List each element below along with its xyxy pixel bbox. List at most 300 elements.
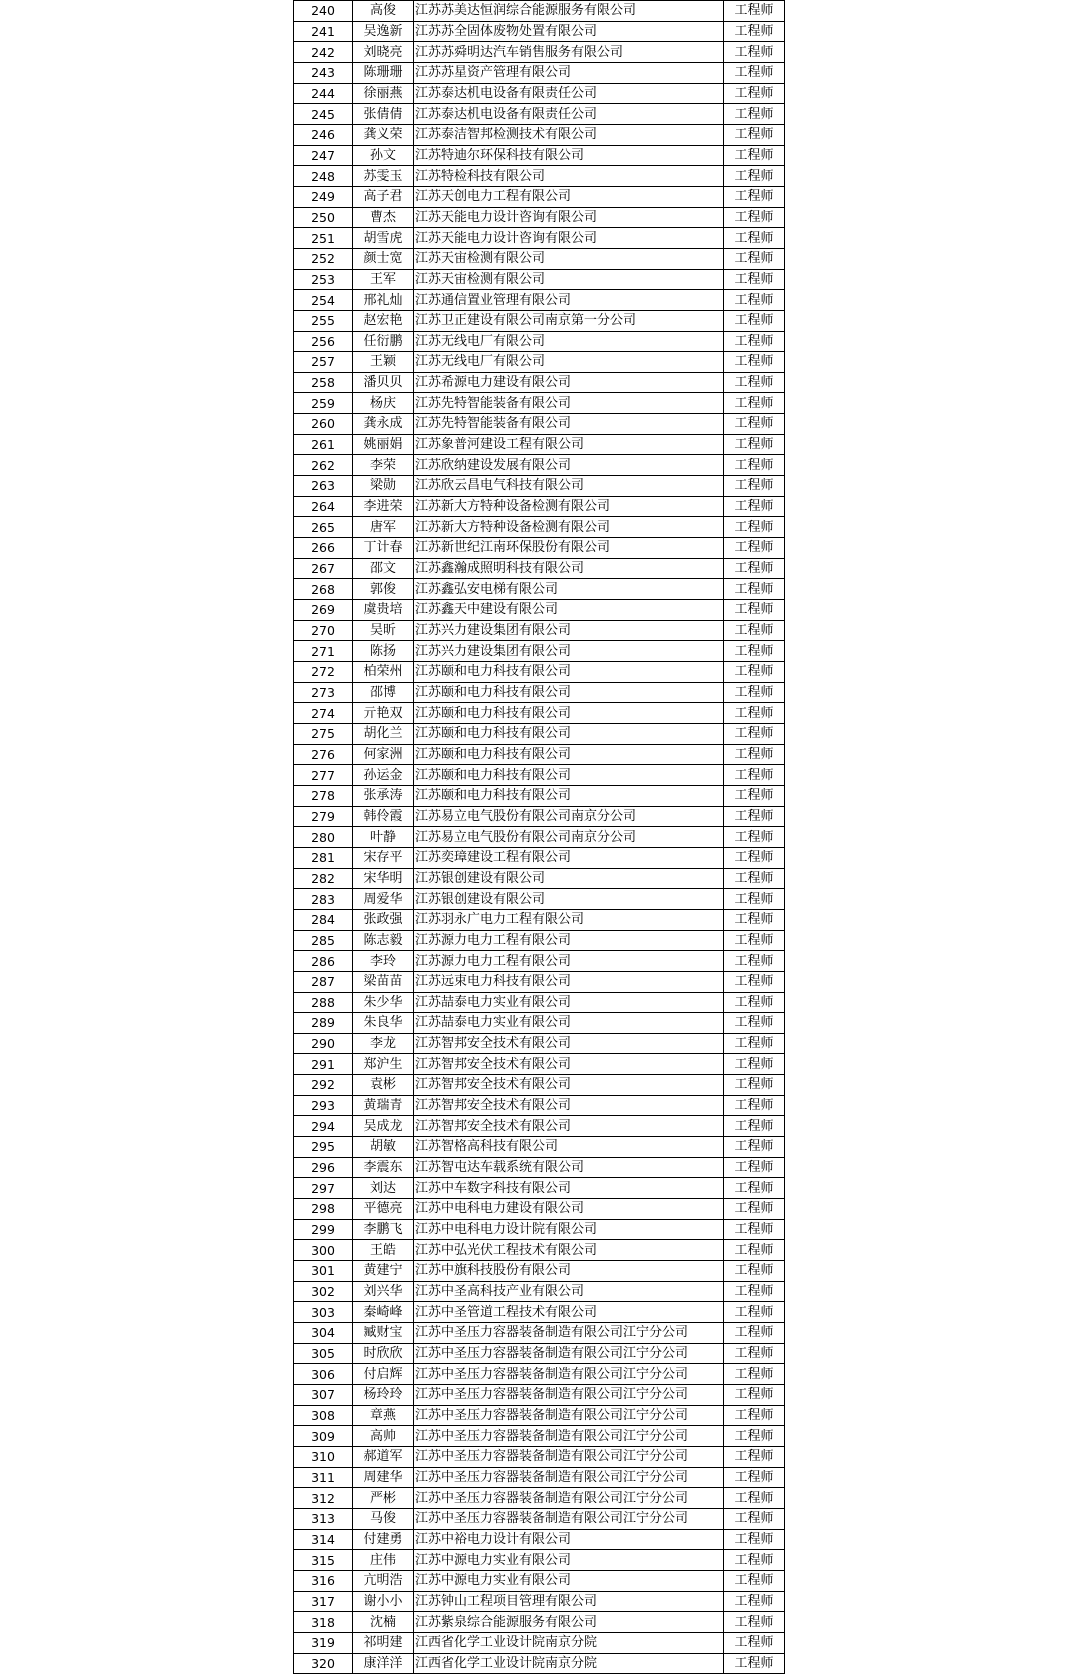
title-cell: 工程师 [724, 414, 785, 435]
row-number-cell: 312 [294, 1488, 353, 1509]
table-row [294, 1426, 785, 1447]
table-row [294, 930, 785, 951]
table-row [294, 1446, 785, 1467]
person-name-cell: 吴昕 [353, 620, 414, 641]
organization-cell: 江苏源力电力工程有限公司 [414, 930, 724, 951]
organization-cell: 江苏希源电力建设有限公司 [414, 372, 724, 393]
table-row [294, 785, 785, 806]
person-name-cell: 朱少华 [353, 992, 414, 1013]
table-row [294, 889, 785, 910]
row-number-cell: 272 [294, 662, 353, 683]
table-row [294, 558, 785, 579]
row-number-cell: 285 [294, 930, 353, 951]
title-cell: 工程师 [724, 1116, 785, 1137]
row-number-cell: 251 [294, 228, 353, 249]
table-row [294, 703, 785, 724]
title-cell: 工程师 [724, 992, 785, 1013]
organization-cell: 江苏泰达机电设备有限责任公司 [414, 83, 724, 104]
table-row [294, 1095, 785, 1116]
table-row [294, 765, 785, 786]
title-cell: 工程师 [724, 1508, 785, 1529]
row-number-cell: 256 [294, 331, 353, 352]
table-row [294, 166, 785, 187]
person-name-cell: 姚丽娟 [353, 434, 414, 455]
table-row [294, 517, 785, 538]
row-number-cell: 298 [294, 1199, 353, 1220]
person-name-cell: 宋华明 [353, 868, 414, 889]
person-name-cell: 高俊 [353, 1, 414, 22]
table-row [294, 744, 785, 765]
organization-cell: 江苏智邦安全技术有限公司 [414, 1054, 724, 1075]
person-name-cell: 亓艳双 [353, 703, 414, 724]
organization-cell: 江西省化学工业设计院南京分院 [414, 1632, 724, 1653]
person-name-cell: 刘达 [353, 1178, 414, 1199]
row-number-cell: 296 [294, 1157, 353, 1178]
organization-cell: 江苏羽永广电力工程有限公司 [414, 909, 724, 930]
title-cell: 工程师 [724, 1281, 785, 1302]
organization-cell: 江苏颐和电力科技有限公司 [414, 682, 724, 703]
title-cell: 工程师 [724, 1653, 785, 1674]
table-row [294, 847, 785, 868]
row-number-cell: 241 [294, 21, 353, 42]
person-name-cell: 胡化兰 [353, 723, 414, 744]
person-name-cell: 韩伶霞 [353, 806, 414, 827]
person-name-cell: 郭俊 [353, 579, 414, 600]
person-name-cell: 章燕 [353, 1405, 414, 1426]
table-row [294, 1219, 785, 1240]
person-name-cell: 臧财宝 [353, 1323, 414, 1344]
title-cell: 工程师 [724, 1529, 785, 1550]
title-cell: 工程师 [724, 1054, 785, 1075]
table-row [294, 331, 785, 352]
title-cell: 工程师 [724, 1013, 785, 1034]
table-row [294, 1343, 785, 1364]
person-name-cell: 黄瑞青 [353, 1095, 414, 1116]
title-cell: 工程师 [724, 496, 785, 517]
title-cell: 工程师 [724, 290, 785, 311]
title-cell: 工程师 [724, 765, 785, 786]
title-cell: 工程师 [724, 372, 785, 393]
title-cell: 工程师 [724, 83, 785, 104]
table-row [294, 248, 785, 269]
organization-cell: 江苏颐和电力科技有限公司 [414, 765, 724, 786]
title-cell: 工程师 [724, 1570, 785, 1591]
person-name-cell: 陈珊珊 [353, 62, 414, 83]
table-row [294, 372, 785, 393]
person-name-cell: 杨玲玲 [353, 1384, 414, 1405]
person-name-cell: 刘晓亮 [353, 42, 414, 63]
organization-cell: 江苏银创建设有限公司 [414, 868, 724, 889]
table-row [294, 1508, 785, 1529]
title-cell: 工程师 [724, 1302, 785, 1323]
table-row [294, 1033, 785, 1054]
title-cell: 工程师 [724, 1591, 785, 1612]
table-row [294, 827, 785, 848]
organization-cell: 江苏易立电气股份有限公司南京分公司 [414, 806, 724, 827]
person-name-cell: 李震东 [353, 1157, 414, 1178]
organization-cell: 江苏智屯达车载系统有限公司 [414, 1157, 724, 1178]
person-name-cell: 吴成龙 [353, 1116, 414, 1137]
organization-cell: 江苏中电科电力设计院有限公司 [414, 1219, 724, 1240]
row-number-cell: 311 [294, 1467, 353, 1488]
person-name-cell: 李玲 [353, 951, 414, 972]
row-number-cell: 276 [294, 744, 353, 765]
person-name-cell: 王军 [353, 269, 414, 290]
table-row [294, 868, 785, 889]
table-row [294, 145, 785, 166]
person-name-cell: 胡敏 [353, 1137, 414, 1158]
table-row [294, 1075, 785, 1096]
organization-cell: 江苏中圣压力容器装备制造有限公司江宁分公司 [414, 1384, 724, 1405]
title-cell: 工程师 [724, 1632, 785, 1653]
title-cell: 工程师 [724, 909, 785, 930]
table-row [294, 1281, 785, 1302]
organization-cell: 江苏特迪尔环保科技有限公司 [414, 145, 724, 166]
row-number-cell: 320 [294, 1653, 353, 1674]
row-number-cell: 266 [294, 538, 353, 559]
person-name-cell: 付建勇 [353, 1529, 414, 1550]
row-number-cell: 277 [294, 765, 353, 786]
title-cell: 工程师 [724, 1033, 785, 1054]
organization-cell: 江苏中圣压力容器装备制造有限公司江宁分公司 [414, 1364, 724, 1385]
row-number-cell: 300 [294, 1240, 353, 1261]
row-number-cell: 263 [294, 476, 353, 497]
row-number-cell: 258 [294, 372, 353, 393]
title-cell: 工程师 [724, 310, 785, 331]
person-name-cell: 唐军 [353, 517, 414, 538]
person-name-cell: 胡雪虎 [353, 228, 414, 249]
row-number-cell: 303 [294, 1302, 353, 1323]
title-cell: 工程师 [724, 166, 785, 187]
row-number-cell: 247 [294, 145, 353, 166]
person-name-cell: 李龙 [353, 1033, 414, 1054]
table-row [294, 42, 785, 63]
organization-cell: 江苏泰洁智邦检测技术有限公司 [414, 124, 724, 145]
person-name-cell: 梁苗苗 [353, 971, 414, 992]
row-number-cell: 292 [294, 1075, 353, 1096]
table-row [294, 104, 785, 125]
person-name-cell: 陈扬 [353, 641, 414, 662]
organization-cell: 江苏中圣压力容器装备制造有限公司江宁分公司 [414, 1323, 724, 1344]
organization-cell: 江苏天创电力工程有限公司 [414, 186, 724, 207]
table-row [294, 600, 785, 621]
table-row [294, 1591, 785, 1612]
row-number-cell: 242 [294, 42, 353, 63]
organization-cell: 江苏中圣压力容器装备制造有限公司江宁分公司 [414, 1488, 724, 1509]
person-name-cell: 王颖 [353, 352, 414, 373]
person-name-cell: 虞贵培 [353, 600, 414, 621]
person-name-cell: 任衍鹏 [353, 331, 414, 352]
row-number-cell: 306 [294, 1364, 353, 1385]
title-cell: 工程师 [724, 1095, 785, 1116]
table-row [294, 1261, 785, 1282]
title-cell: 工程师 [724, 1199, 785, 1220]
table-row [294, 1612, 785, 1633]
table-row [294, 1488, 785, 1509]
table-row [294, 21, 785, 42]
person-name-cell: 平德亮 [353, 1199, 414, 1220]
title-cell: 工程师 [724, 1219, 785, 1240]
organization-cell: 江苏中圣压力容器装备制造有限公司江宁分公司 [414, 1508, 724, 1529]
organization-cell: 江苏特检科技有限公司 [414, 166, 724, 187]
title-cell: 工程师 [724, 517, 785, 538]
row-number-cell: 257 [294, 352, 353, 373]
title-cell: 工程师 [724, 558, 785, 579]
title-cell: 工程师 [724, 662, 785, 683]
title-cell: 工程师 [724, 827, 785, 848]
table-row [294, 723, 785, 744]
organization-cell: 江苏鑫瀚成照明科技有限公司 [414, 558, 724, 579]
organization-cell: 江苏中源电力实业有限公司 [414, 1570, 724, 1591]
table-row [294, 290, 785, 311]
table-row [294, 83, 785, 104]
organization-cell: 江苏中源电力实业有限公司 [414, 1550, 724, 1571]
table-row [294, 393, 785, 414]
organization-cell: 江苏无线电厂有限公司 [414, 352, 724, 373]
organization-cell: 江苏颐和电力科技有限公司 [414, 744, 724, 765]
row-number-cell: 319 [294, 1632, 353, 1653]
person-name-cell: 宋存平 [353, 847, 414, 868]
row-number-cell: 295 [294, 1137, 353, 1158]
row-number-cell: 315 [294, 1550, 353, 1571]
table-row [294, 455, 785, 476]
title-cell: 工程师 [724, 538, 785, 559]
table-row [294, 538, 785, 559]
roster-table [293, 0, 785, 1674]
organization-cell: 江苏先特智能装备有限公司 [414, 393, 724, 414]
person-name-cell: 丁计春 [353, 538, 414, 559]
organization-cell: 江苏中圣压力容器装备制造有限公司江宁分公司 [414, 1405, 724, 1426]
organization-cell: 江苏通信置业管理有限公司 [414, 290, 724, 311]
row-number-cell: 284 [294, 909, 353, 930]
organization-cell: 江苏智格高科技有限公司 [414, 1137, 724, 1158]
organization-cell: 江苏源力电力工程有限公司 [414, 951, 724, 972]
row-number-cell: 309 [294, 1426, 353, 1447]
row-number-cell: 281 [294, 847, 353, 868]
title-cell: 工程师 [724, 1364, 785, 1385]
row-number-cell: 245 [294, 104, 353, 125]
organization-cell: 江苏兴力建设集团有限公司 [414, 641, 724, 662]
title-cell: 工程师 [724, 744, 785, 765]
organization-cell: 江苏中电科电力建设有限公司 [414, 1199, 724, 1220]
table-row [294, 1570, 785, 1591]
row-number-cell: 250 [294, 207, 353, 228]
person-name-cell: 亢明浩 [353, 1570, 414, 1591]
table-row [294, 682, 785, 703]
person-name-cell: 沈楠 [353, 1612, 414, 1633]
row-number-cell: 288 [294, 992, 353, 1013]
organization-cell: 江苏紫泉综合能源服务有限公司 [414, 1612, 724, 1633]
person-name-cell: 付启辉 [353, 1364, 414, 1385]
table-row [294, 186, 785, 207]
person-name-cell: 吴逸新 [353, 21, 414, 42]
title-cell: 工程师 [724, 1488, 785, 1509]
row-number-cell: 308 [294, 1405, 353, 1426]
title-cell: 工程师 [724, 1157, 785, 1178]
person-name-cell: 周爱华 [353, 889, 414, 910]
person-name-cell: 张倩倩 [353, 104, 414, 125]
person-name-cell: 黄建宁 [353, 1261, 414, 1282]
row-number-cell: 261 [294, 434, 353, 455]
row-number-cell: 310 [294, 1446, 353, 1467]
organization-cell: 江苏苏星资产管理有限公司 [414, 62, 724, 83]
table-row [294, 1178, 785, 1199]
person-name-cell: 庄伟 [353, 1550, 414, 1571]
row-number-cell: 265 [294, 517, 353, 538]
title-cell: 工程师 [724, 951, 785, 972]
person-name-cell: 严彬 [353, 1488, 414, 1509]
row-number-cell: 240 [294, 1, 353, 22]
row-number-cell: 302 [294, 1281, 353, 1302]
title-cell: 工程师 [724, 1323, 785, 1344]
row-number-cell: 252 [294, 248, 353, 269]
organization-cell: 江苏卫正建设有限公司南京第一分公司 [414, 310, 724, 331]
row-number-cell: 305 [294, 1343, 353, 1364]
organization-cell: 江苏天宙检测有限公司 [414, 248, 724, 269]
table-row [294, 1405, 785, 1426]
organization-cell: 江苏苏全固体废物处置有限公司 [414, 21, 724, 42]
organization-cell: 江苏中旗科技股份有限公司 [414, 1261, 724, 1282]
organization-cell: 江苏天能电力设计咨询有限公司 [414, 207, 724, 228]
person-name-cell: 颜士宽 [353, 248, 414, 269]
row-number-cell: 273 [294, 682, 353, 703]
person-name-cell: 孙运金 [353, 765, 414, 786]
table-row [294, 269, 785, 290]
person-name-cell: 袁彬 [353, 1075, 414, 1096]
row-number-cell: 287 [294, 971, 353, 992]
person-name-cell: 刘兴华 [353, 1281, 414, 1302]
person-name-cell: 张承涛 [353, 785, 414, 806]
organization-cell: 江苏颐和电力科技有限公司 [414, 723, 724, 744]
row-number-cell: 267 [294, 558, 353, 579]
person-name-cell: 郑沪生 [353, 1054, 414, 1075]
organization-cell: 江苏中车数字科技有限公司 [414, 1178, 724, 1199]
organization-cell: 江苏泰达机电设备有限责任公司 [414, 104, 724, 125]
table-row [294, 1323, 785, 1344]
row-number-cell: 246 [294, 124, 353, 145]
title-cell: 工程师 [724, 1550, 785, 1571]
organization-cell: 江苏中裕电力设计有限公司 [414, 1529, 724, 1550]
title-cell: 工程师 [724, 248, 785, 269]
table-row [294, 1137, 785, 1158]
table-row [294, 951, 785, 972]
table-row [294, 971, 785, 992]
row-number-cell: 280 [294, 827, 353, 848]
organization-cell: 江苏喆泰电力实业有限公司 [414, 1013, 724, 1034]
person-name-cell: 周建华 [353, 1467, 414, 1488]
table-row [294, 1467, 785, 1488]
title-cell: 工程师 [724, 806, 785, 827]
person-name-cell: 高子君 [353, 186, 414, 207]
table-row [294, 620, 785, 641]
row-number-cell: 271 [294, 641, 353, 662]
table-row [294, 434, 785, 455]
row-number-cell: 294 [294, 1116, 353, 1137]
row-number-cell: 249 [294, 186, 353, 207]
row-number-cell: 291 [294, 1054, 353, 1075]
title-cell: 工程师 [724, 1426, 785, 1447]
person-name-cell: 孙文 [353, 145, 414, 166]
row-number-cell: 244 [294, 83, 353, 104]
row-number-cell: 313 [294, 1508, 353, 1529]
row-number-cell: 269 [294, 600, 353, 621]
title-cell: 工程师 [724, 476, 785, 497]
organization-cell: 江苏鑫弘安电梯有限公司 [414, 579, 724, 600]
organization-cell: 江苏喆泰电力实业有限公司 [414, 992, 724, 1013]
row-number-cell: 307 [294, 1384, 353, 1405]
row-number-cell: 259 [294, 393, 353, 414]
organization-cell: 江苏先特智能装备有限公司 [414, 414, 724, 435]
table-row [294, 909, 785, 930]
table-row [294, 1550, 785, 1571]
title-cell: 工程师 [724, 1075, 785, 1096]
table-row [294, 1529, 785, 1550]
table-row [294, 352, 785, 373]
row-number-cell: 282 [294, 868, 353, 889]
person-name-cell: 邢礼灿 [353, 290, 414, 311]
row-number-cell: 253 [294, 269, 353, 290]
title-cell: 工程师 [724, 434, 785, 455]
organization-cell: 江苏钟山工程项目管理有限公司 [414, 1591, 724, 1612]
table-row [294, 1199, 785, 1220]
organization-cell: 江苏苏美达恒润综合能源服务有限公司 [414, 1, 724, 22]
row-number-cell: 243 [294, 62, 353, 83]
person-name-cell: 叶静 [353, 827, 414, 848]
organization-cell: 江苏中圣压力容器装备制造有限公司江宁分公司 [414, 1467, 724, 1488]
table-row [294, 1384, 785, 1405]
row-number-cell: 301 [294, 1261, 353, 1282]
table-row [294, 806, 785, 827]
person-name-cell: 赵宏艳 [353, 310, 414, 331]
title-cell: 工程师 [724, 124, 785, 145]
title-cell: 工程师 [724, 1384, 785, 1405]
organization-cell: 江苏中圣压力容器装备制造有限公司江宁分公司 [414, 1446, 724, 1467]
table-row [294, 1302, 785, 1323]
row-number-cell: 262 [294, 455, 353, 476]
title-cell: 工程师 [724, 930, 785, 951]
title-cell: 工程师 [724, 868, 785, 889]
title-cell: 工程师 [724, 1405, 785, 1426]
person-name-cell: 梁勋 [353, 476, 414, 497]
row-number-cell: 316 [294, 1570, 353, 1591]
row-number-cell: 299 [294, 1219, 353, 1240]
title-cell: 工程师 [724, 723, 785, 744]
organization-cell: 江苏智邦安全技术有限公司 [414, 1033, 724, 1054]
row-number-cell: 286 [294, 951, 353, 972]
organization-cell: 江苏远束电力科技有限公司 [414, 971, 724, 992]
person-name-cell: 郝道军 [353, 1446, 414, 1467]
row-number-cell: 317 [294, 1591, 353, 1612]
row-number-cell: 289 [294, 1013, 353, 1034]
table-row [294, 641, 785, 662]
title-cell: 工程师 [724, 42, 785, 63]
row-number-cell: 254 [294, 290, 353, 311]
person-name-cell: 秦崎峰 [353, 1302, 414, 1323]
row-number-cell: 297 [294, 1178, 353, 1199]
row-number-cell: 283 [294, 889, 353, 910]
title-cell: 工程师 [724, 1178, 785, 1199]
person-name-cell: 李荣 [353, 455, 414, 476]
title-cell: 工程师 [724, 228, 785, 249]
title-cell: 工程师 [724, 1343, 785, 1364]
row-number-cell: 274 [294, 703, 353, 724]
row-number-cell: 293 [294, 1095, 353, 1116]
title-cell: 工程师 [724, 600, 785, 621]
organization-cell: 江苏兴力建设集团有限公司 [414, 620, 724, 641]
table-row [294, 1157, 785, 1178]
table-row [294, 1013, 785, 1034]
row-number-cell: 278 [294, 785, 353, 806]
